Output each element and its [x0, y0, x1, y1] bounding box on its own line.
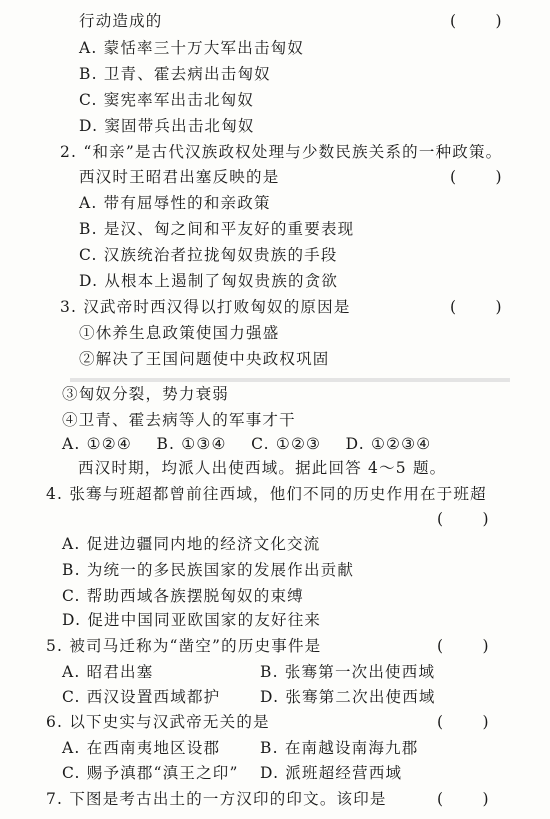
q5-option-a: A. 昭君出塞	[62, 663, 154, 681]
q2-option-b: B. 是汉、匈之间和平友好的重要表现	[79, 220, 355, 238]
q4-answer-bracket: ( )	[437, 510, 489, 528]
q5-option-b: B. 张骞第一次出使西域	[260, 663, 436, 681]
q4-option-a: A. 促进边疆同内地的经济文化交流	[62, 535, 321, 553]
q5-stem: 5. 被司马迁称为“凿空”的历史事件是	[46, 637, 322, 655]
q3-choices: A. ①②④ B. ①③④ C. ①②③ D. ①②③④	[62, 435, 432, 453]
q2-stem-line1: 2. “和亲”是古代汉族政权处理与少数民族关系的一种政策。	[60, 143, 503, 161]
q1-option-a: A. 蒙恬率三十万大军出击匈奴	[79, 39, 305, 57]
q1-answer-bracket: ( )	[450, 12, 502, 30]
q1-stem-tail: 行动造成的	[79, 12, 163, 30]
q4-option-c: C. 帮助西域各族摆脱匈奴的束缚	[62, 587, 304, 605]
q6-option-c: C. 赐予滇郡“滇王之印”	[62, 764, 239, 782]
q4-option-b: B. 为统一的多民族国家的发展作出贡献	[62, 561, 355, 579]
scan-shadow-band	[70, 378, 510, 382]
q3-item-4: ④卫青、霍去病等人的军事才干	[62, 411, 296, 429]
q3-item-3: ③匈奴分裂，势力衰弱	[62, 385, 230, 403]
q4-option-d: D. 促进中国同亚欧国家的友好往来	[62, 611, 322, 629]
q3-stem: 3. 汉武帝时西汉得以打败匈奴的原因是	[60, 298, 351, 316]
q2-option-c: C. 汉族统治者拉拢匈奴贵族的手段	[79, 246, 338, 264]
q2-option-d: D. 从根本上遏制了匈奴贵族的贪欲	[79, 272, 339, 290]
q1-option-d: D. 窦固带兵出击北匈奴	[79, 117, 255, 135]
q3-answer-bracket: ( )	[450, 298, 502, 316]
q2-option-a: A. 带有屈辱性的和亲政策	[79, 194, 271, 212]
q1-option-b: B. 卫青、霍去病出击匈奴	[79, 65, 271, 83]
q5-answer-bracket: ( )	[437, 637, 489, 655]
q6-answer-bracket: ( )	[437, 713, 489, 731]
q2-stem-line2: 西汉时王昭君出塞反映的是	[79, 168, 280, 186]
q7-answer-bracket: ( )	[437, 790, 489, 808]
q1-option-c: C. 窦宪率军出击北匈奴	[79, 91, 255, 109]
q6-option-a: A. 在西南夷地区设郡	[62, 739, 221, 757]
q2-answer-bracket: ( )	[450, 168, 502, 186]
q6-option-b: B. 在南越设南海九郡	[260, 739, 419, 757]
q4-stem: 4. 张骞与班超都曾前往西域，他们不同的历史作用在于班超	[46, 485, 487, 503]
q3-item-1: ①休养生息政策使国力强盛	[79, 324, 280, 342]
q6-stem: 6. 以下史实与汉武帝无关的是	[46, 713, 270, 731]
q7-stem: 7. 下图是考古出土的一方汉印的印文。该印是	[46, 790, 387, 808]
q4-5-intro: 西汉时期，均派人出使西域。据此回答 4～5 题。	[78, 459, 447, 477]
q5-option-c: C. 西汉设置西域都护	[62, 688, 221, 706]
q6-option-d: D. 派班超经营西域	[260, 764, 403, 782]
q3-item-2: ②解决了王国问题使中央政权巩固	[79, 350, 330, 368]
q5-option-d: D. 张骞第二次出使西域	[260, 688, 436, 706]
